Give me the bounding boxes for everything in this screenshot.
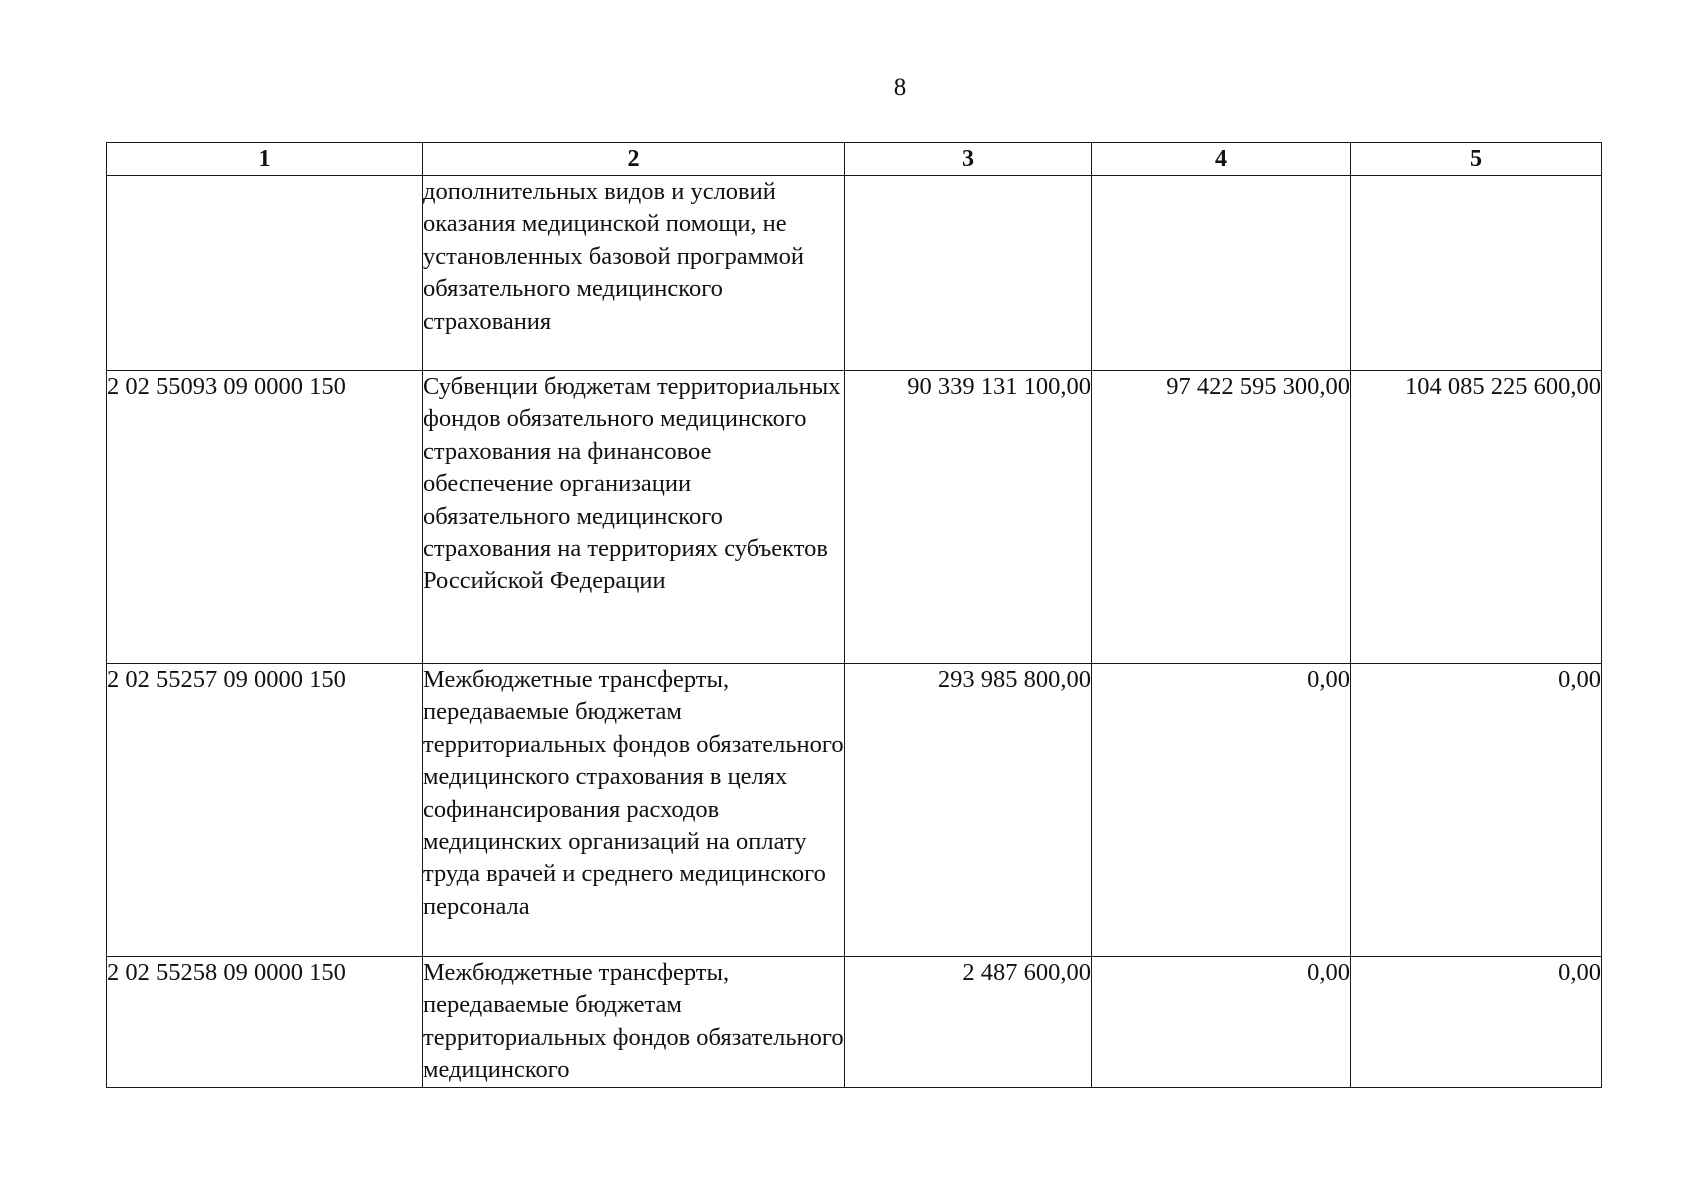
amount-cell — [1351, 176, 1602, 371]
budget-table — [106, 142, 1602, 1088]
amount-cell: 97 422 595 300,00 — [1092, 371, 1351, 664]
amount-cell — [1092, 176, 1351, 371]
column-header: 5 — [1351, 143, 1602, 176]
budget-code-cell: 2 02 55257 09 0000 150 — [107, 664, 423, 957]
description-cell: Межбюджетные трансферты, передаваемые бюджетам территориальных фондов обязательного медицинского страхования в целях софинансирования расходов медицинских организаций на оплату труда врачей и среднего медицинского персонала — [423, 664, 845, 957]
description-cell: дополнительных видов и условий оказания медицинской помощи, не установленных базовой программой обязательного медицинского страхования — [423, 176, 845, 371]
column-header: 3 — [845, 143, 1092, 176]
amount-cell: 0,00 — [1092, 957, 1351, 1088]
column-header: 2 — [423, 143, 845, 176]
budget-code-cell: 2 02 55093 09 0000 150 — [107, 371, 423, 664]
page-number: 8 — [893, 74, 907, 101]
column-header: 4 — [1092, 143, 1351, 176]
table-row — [107, 957, 1602, 1088]
column-header: 1 — [107, 143, 423, 176]
table-row — [107, 176, 1602, 371]
amount-cell: 2 487 600,00 — [845, 957, 1092, 1088]
amount-cell: 293 985 800,00 — [845, 664, 1092, 957]
amount-cell: 0,00 — [1351, 957, 1602, 1088]
budget-code-cell — [107, 176, 423, 371]
amount-cell: 104 085 225 600,00 — [1351, 371, 1602, 664]
description-cell: Субвенции бюджетам территориальных фондов обязательного медицинского страхования на финансовое обеспечение организации обязательного медицинского страхования на территориях субъектов Российской Федерации — [423, 371, 845, 664]
amount-cell: 90 339 131 100,00 — [845, 371, 1092, 664]
amount-cell — [845, 176, 1092, 371]
table-row — [107, 664, 1602, 957]
amount-cell: 0,00 — [1092, 664, 1351, 957]
budget-code-cell: 2 02 55258 09 0000 150 — [107, 957, 423, 1088]
amount-cell: 0,00 — [1351, 664, 1602, 957]
description-cell: Межбюджетные трансферты, передаваемые бюджетам территориальных фондов обязательного медицинского — [423, 957, 845, 1088]
table-row — [107, 371, 1602, 664]
table-header-row — [107, 143, 1602, 176]
